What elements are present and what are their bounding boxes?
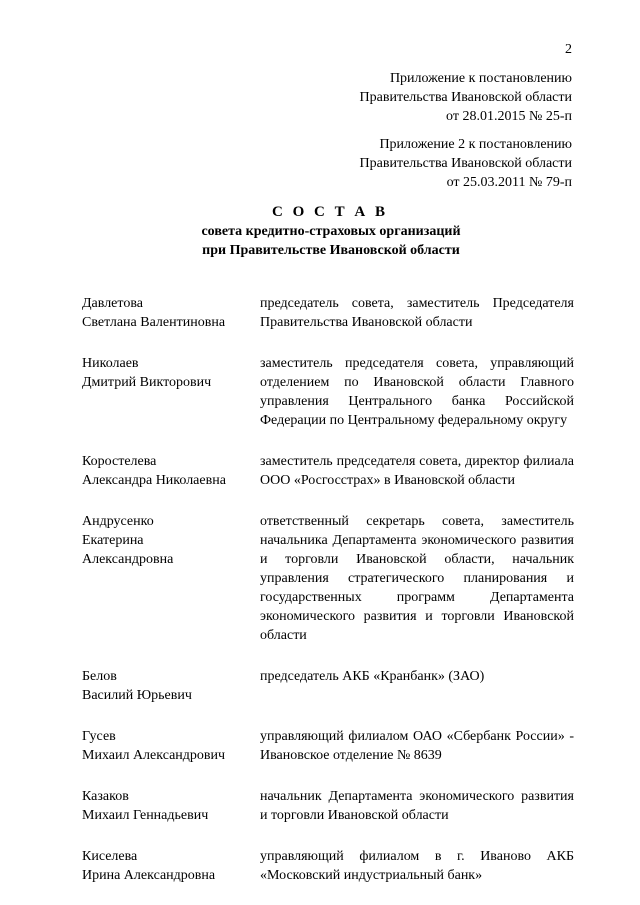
member-name xyxy=(82,787,260,825)
member-entry xyxy=(82,667,574,705)
member-name xyxy=(82,727,260,765)
appendix-2-line-2: Правительства Ивановской области xyxy=(359,156,572,171)
member-role: начальник Департамента экономического развития и торговли Ивановской области xyxy=(260,789,574,823)
member-surname: Николаев xyxy=(82,356,139,371)
member-name xyxy=(82,847,260,885)
member-surname: Белов xyxy=(82,669,117,684)
member-name xyxy=(82,294,260,332)
member-entry xyxy=(82,787,574,825)
appendix-1-line-1: Приложение к постановлению xyxy=(389,71,572,86)
member-role: председатель совета, заместитель Председателя Правительства Ивановской области xyxy=(260,296,574,330)
member-given-names: Ирина Александровна xyxy=(82,868,216,883)
appendix-2-line-1: Приложение 2 к постановлению xyxy=(379,137,572,152)
member-entry xyxy=(82,727,574,765)
member-surname: Казаков xyxy=(82,789,129,804)
member-entry xyxy=(82,294,574,332)
member-given-names: Дмитрий Викторович xyxy=(82,375,212,390)
member-given-name: Екатерина xyxy=(82,533,144,548)
appendix-1-line-2: Правительства Ивановской области xyxy=(359,90,572,105)
page-number: 2 xyxy=(565,42,572,57)
title-subtitle-2: при Правительстве Ивановской области xyxy=(202,243,460,258)
member-name xyxy=(82,512,260,645)
member-patronymic: Александровна xyxy=(82,552,174,567)
member-surname: Давлетова xyxy=(82,296,143,311)
member-surname: Киселева xyxy=(82,849,138,864)
member-surname: Андрусенко xyxy=(82,514,154,529)
member-surname: Гусев xyxy=(82,729,116,744)
appendix-header-1 xyxy=(360,69,572,126)
appendix-2-line-3: от 25.03.2011 № 79-п xyxy=(446,175,572,190)
member-role: ответственный секретарь совета, заместитель начальника Департамента экономического развития и торговли Ивановской области, начальник управления стратегического планирования и государственных программ Департамента экономического развития и торговли Ивановской области xyxy=(260,514,574,643)
member-given-names: Александра Николаевна xyxy=(82,473,226,488)
member-role: заместитель председателя совета, директор филиала ООО «Росгосстрах» в Ивановской области xyxy=(260,454,574,488)
member-entry xyxy=(82,452,574,490)
members-list xyxy=(82,294,574,885)
member-role: управляющий филиалом ОАО «Сбербанк России» - Ивановское отделение № 8639 xyxy=(260,729,574,763)
member-surname: Коростелева xyxy=(82,454,157,469)
member-given-names: Михаил Александрович xyxy=(82,748,226,763)
document-title xyxy=(0,202,640,260)
member-name xyxy=(82,667,260,705)
member-role: управляющий филиалом в г. Иваново АКБ «Московский индустриальный банк» xyxy=(260,849,574,883)
member-given-names: Василий Юрьевич xyxy=(82,688,192,703)
appendix-header-2 xyxy=(360,135,572,192)
member-name xyxy=(82,354,260,430)
title-subtitle-1: совета кредитно-страховых организаций xyxy=(201,224,461,239)
member-entry xyxy=(82,847,574,885)
member-given-names: Светлана Валентиновна xyxy=(82,315,226,330)
member-role: заместитель председателя совета, управляющий отделением по Ивановской области Главного управления Центрального банка Российской Федерации по Центральному федеральному округу xyxy=(260,356,574,428)
appendix-1-line-3: от 28.01.2015 № 25-п xyxy=(446,109,572,124)
member-given-names: Михаил Геннадьевич xyxy=(82,808,209,823)
member-entry xyxy=(82,354,574,430)
member-role: председатель АКБ «Кранбанк» (ЗАО) xyxy=(260,669,485,684)
title-main: С О С Т А В xyxy=(272,204,388,220)
member-name xyxy=(82,452,260,490)
member-entry xyxy=(82,512,574,645)
